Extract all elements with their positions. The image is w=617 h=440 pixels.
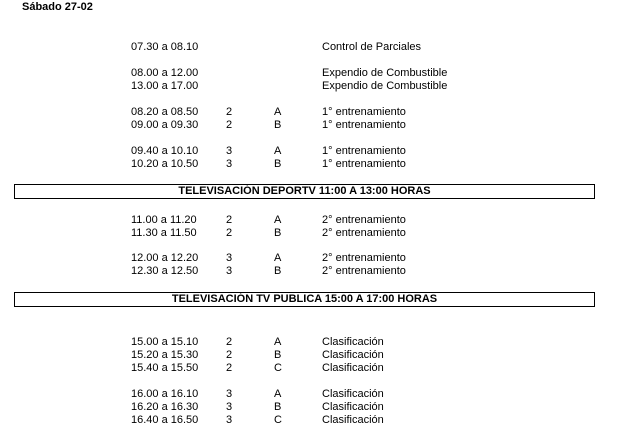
activity-cell: 1° entrenamiento xyxy=(322,145,406,157)
number-cell: 3 xyxy=(226,388,233,400)
group-cell: B xyxy=(274,401,282,413)
time-cell: 16.00 a 16.10 xyxy=(131,388,199,400)
time-cell: 13.00 a 17.00 xyxy=(131,80,199,92)
time-cell: 15.40 a 15.50 xyxy=(131,362,199,374)
activity-cell: Clasificación xyxy=(322,388,384,400)
number-cell: 3 xyxy=(226,401,233,413)
number-cell: 3 xyxy=(226,265,233,277)
group-cell: A xyxy=(274,145,282,157)
broadcast-banner-deportv: TELEVISACIÓN DEPORTV 11:00 A 13:00 HORAS xyxy=(14,184,595,199)
time-cell: 09.00 a 09.30 xyxy=(131,119,199,131)
page-heading: Sábado 27-02 xyxy=(22,1,93,13)
group-cell: B xyxy=(274,349,282,361)
group-cell: A xyxy=(274,214,282,226)
broadcast-banner-tv-publica: TELEVISACIÓN TV PUBLICA 15:00 A 17:00 HORAS xyxy=(14,292,595,307)
activity-cell: Clasificación xyxy=(322,362,384,374)
activity-cell: Expendio de Combustible xyxy=(322,67,448,79)
time-cell: 08.00 a 12.00 xyxy=(131,67,199,79)
group-cell: A xyxy=(274,388,282,400)
activity-cell: 2° entrenamiento xyxy=(322,265,406,277)
time-cell: 09.40 a 10.10 xyxy=(131,145,199,157)
time-cell: 11.30 a 11.50 xyxy=(131,227,197,239)
group-cell: C xyxy=(274,414,282,426)
number-cell: 2 xyxy=(226,362,233,374)
group-cell: B xyxy=(274,158,282,170)
activity-cell: 2° entrenamiento xyxy=(322,252,406,264)
group-cell: A xyxy=(274,336,282,348)
time-cell: 15.00 a 15.10 xyxy=(131,336,199,348)
activity-cell: Clasificación xyxy=(322,349,384,361)
group-cell: B xyxy=(274,119,282,131)
number-cell: 2 xyxy=(226,227,233,239)
group-cell: A xyxy=(274,106,282,118)
activity-cell: 2° entrenamiento xyxy=(322,227,406,239)
activity-cell: Control de Parciales xyxy=(322,41,422,53)
activity-cell: Expendio de Combustible xyxy=(322,80,448,92)
number-cell: 2 xyxy=(226,214,233,226)
time-cell: 07.30 a 08.10 xyxy=(131,41,199,53)
number-cell: 2 xyxy=(226,349,233,361)
number-cell: 3 xyxy=(226,252,233,264)
time-cell: 12.00 a 12.20 xyxy=(131,252,199,264)
time-cell: 16.40 a 16.50 xyxy=(131,414,199,426)
activity-cell: 1° entrenamiento xyxy=(322,158,406,170)
number-cell: 3 xyxy=(226,158,233,170)
number-cell: 2 xyxy=(226,106,233,118)
group-cell: B xyxy=(274,227,282,239)
time-cell: 16.20 a 16.30 xyxy=(131,401,199,413)
activity-cell: Clasificación xyxy=(322,336,384,348)
activity-cell: 2° entrenamiento xyxy=(322,214,406,226)
activity-cell: Clasificación xyxy=(322,414,384,426)
number-cell: 3 xyxy=(226,145,233,157)
activity-cell: 1° entrenamiento xyxy=(322,119,406,131)
time-cell: 11.00 a 11.20 xyxy=(131,214,197,226)
activity-cell: Clasificación xyxy=(322,401,384,413)
number-cell: 2 xyxy=(226,336,233,348)
group-cell: A xyxy=(274,252,282,264)
time-cell: 15.20 a 15.30 xyxy=(131,349,199,361)
time-cell: 10.20 a 10.50 xyxy=(131,158,199,170)
number-cell: 2 xyxy=(226,119,233,131)
activity-cell: 1° entrenamiento xyxy=(322,106,406,118)
time-cell: 12.30 a 12.50 xyxy=(131,265,199,277)
number-cell: 3 xyxy=(226,414,233,426)
group-cell: B xyxy=(274,265,282,277)
group-cell: C xyxy=(274,362,282,374)
time-cell: 08.20 a 08.50 xyxy=(131,106,199,118)
